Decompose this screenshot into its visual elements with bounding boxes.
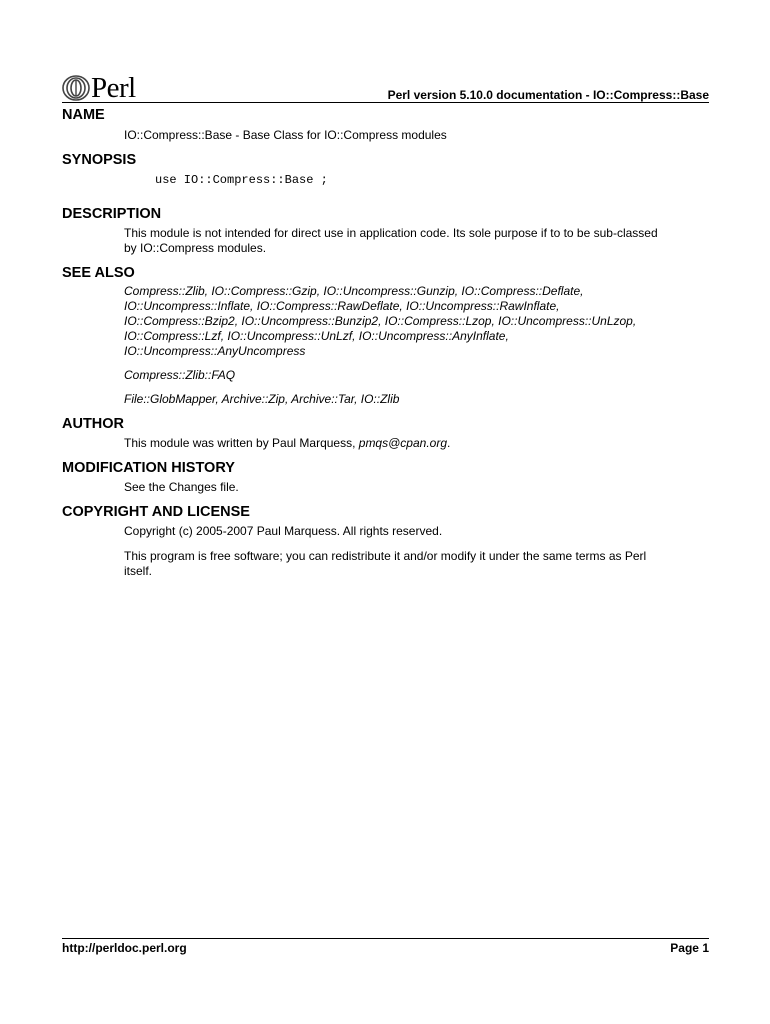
synopsis-code: use IO::Compress::Base ; xyxy=(155,173,328,187)
section-copyright xyxy=(62,503,709,579)
name-text: IO::Compress::Base - Base Class for IO::Compress modules xyxy=(124,128,447,142)
section-heading: AUTHOR xyxy=(62,416,125,432)
section-heading: SYNOPSIS xyxy=(62,152,137,168)
onion-logo-icon xyxy=(62,75,90,101)
description-line: by IO::Compress modules. xyxy=(124,241,267,255)
section-heading: SEE ALSO xyxy=(62,265,135,281)
logo-text: Perl xyxy=(91,72,136,104)
section-modification-history xyxy=(62,459,709,495)
document-title: Perl version 5.10.0 documentation - IO::Compress::Base xyxy=(387,88,709,102)
perl-logo xyxy=(62,74,136,102)
description-line: This module is not intended for direct use in application code. Its sole purpose if to to be sub-classed xyxy=(124,226,658,240)
license-line: This program is free software; you can redistribute it and/or modify it under the same terms as Perl xyxy=(124,549,647,563)
footer-url-link[interactable]: http://perldoc.perl.org xyxy=(62,941,187,955)
see-also-line: IO::Uncompress::Inflate, IO::Compress::RawDeflate, IO::Uncompress::RawInflate, xyxy=(124,299,560,313)
section-author xyxy=(62,415,709,451)
section-name xyxy=(62,106,709,143)
section-heading: COPYRIGHT AND LICENSE xyxy=(62,504,250,520)
section-see-also xyxy=(62,264,709,407)
see-also-line: Compress::Zlib, IO::Compress::Gzip, IO::Uncompress::Gunzip, IO::Compress::Deflate, xyxy=(124,284,584,298)
copyright-text: Copyright (c) 2005-2007 Paul Marquess. All rights reserved. xyxy=(124,524,443,538)
license-line: itself. xyxy=(124,564,153,578)
see-also-line: IO::Uncompress::AnyUncompress xyxy=(124,344,306,358)
section-heading: MODIFICATION HISTORY xyxy=(62,460,235,476)
see-also-line: IO::Compress::Lzf, IO::Uncompress::UnLzf, IO::Uncompress::AnyInflate, xyxy=(124,329,509,343)
see-also-faq: Compress::Zlib::FAQ xyxy=(124,368,236,382)
see-also-related: File::GlobMapper, Archive::Zip, Archive::Tar, IO::Zlib xyxy=(124,392,400,406)
modification-text: See the Changes file. xyxy=(124,480,239,494)
section-heading: DESCRIPTION xyxy=(62,206,162,222)
header-divider xyxy=(62,102,709,103)
page-number: Page 1 xyxy=(670,941,709,955)
author-email-link[interactable]: pmqs@cpan.org xyxy=(358,436,447,450)
author-text: This module was written by Paul Marquess, pmqs@cpan.org. xyxy=(124,436,451,450)
footer-divider xyxy=(62,938,709,939)
section-heading: NAME xyxy=(62,107,105,123)
section-description xyxy=(62,205,709,256)
see-also-line: IO::Compress::Bzip2, IO::Uncompress::Bunzip2, IO::Compress::Lzop, IO::Uncompress::UnLzop, xyxy=(124,314,637,328)
document-body xyxy=(62,105,709,579)
section-synopsis xyxy=(62,151,709,188)
